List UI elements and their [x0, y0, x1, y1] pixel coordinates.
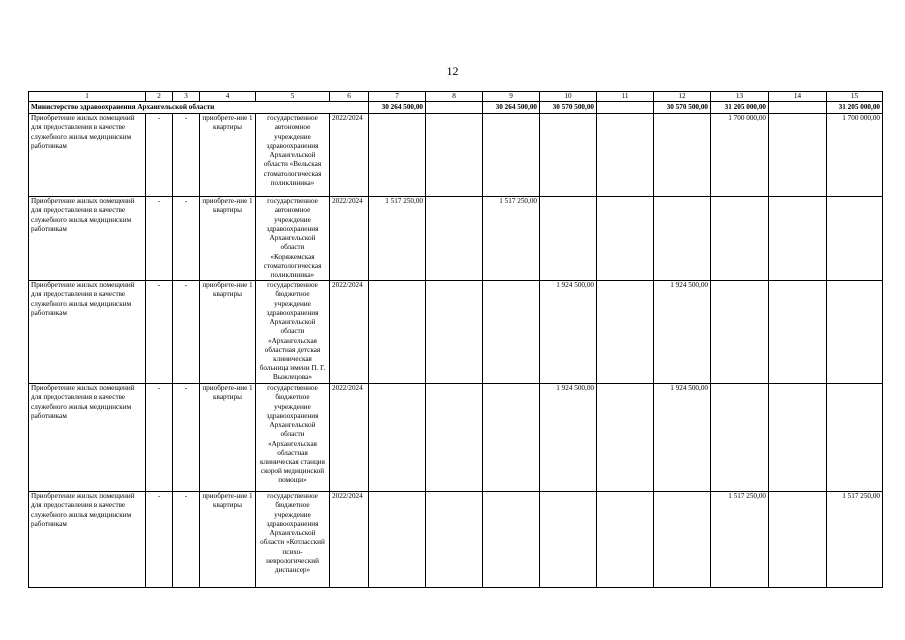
column-number: 1 — [29, 92, 146, 102]
ministry-name: Министерство здравоохранения Архангельской области — [29, 102, 369, 114]
col12-value: 1 924 500,00 — [654, 281, 711, 384]
col9-value — [483, 281, 540, 384]
ministry-col11 — [597, 102, 654, 114]
col10-value — [540, 492, 597, 588]
col11-value — [597, 492, 654, 588]
column-number: 2 — [146, 92, 173, 102]
col9-value — [483, 114, 540, 197]
col13-value — [711, 384, 769, 492]
col3-value: - — [173, 197, 200, 281]
col13-value: 1 700 000,00 — [711, 114, 769, 197]
col3-value: - — [173, 281, 200, 384]
col13-value: 1 517 250,00 — [711, 492, 769, 588]
ministry-total-row — [29, 102, 883, 114]
col8-value — [426, 197, 483, 281]
ministry-col12: 30 570 500,00 — [654, 102, 711, 114]
column-number: 13 — [711, 92, 769, 102]
col15-value — [827, 384, 883, 492]
column-number: 14 — [769, 92, 827, 102]
column-number: 6 — [330, 92, 369, 102]
measure-name: Приобретение жилых помещений для предоставления в качестве служебного жилья медицинским работникам — [29, 384, 146, 492]
measure-name: Приобретение жилых помещений для предоставления в качестве служебного жилья медицинским работникам — [29, 492, 146, 588]
col9-value — [483, 384, 540, 492]
col12-value — [654, 114, 711, 197]
col10-value: 1 924 500,00 — [540, 384, 597, 492]
column-number: 15 — [827, 92, 883, 102]
col3-value: - — [173, 492, 200, 588]
ministry-col14 — [769, 102, 827, 114]
measure-name: Приобретение жилых помещений для предоставления в качестве служебного жилья медицинским работникам — [29, 114, 146, 197]
measure-name: Приобретение жилых помещений для предоставления в качестве служебного жилья медицинским работникам — [29, 197, 146, 281]
period: 2022/2024 — [330, 281, 369, 384]
table-row — [29, 492, 883, 588]
col11-value — [597, 281, 654, 384]
column-number-row — [29, 92, 883, 102]
activity: приобрете-ние 1 квартиры — [200, 281, 256, 384]
organization: государственное бюджетное учреждение здравоохранения Архангельской области «Архангельская областная детская клиническая больница имени П. Г. Выжлецова» — [256, 281, 330, 384]
col7-value — [369, 384, 426, 492]
col7-value: 1 517 250,00 — [369, 197, 426, 281]
column-number: 9 — [483, 92, 540, 102]
col15-value: 1 700 000,00 — [827, 114, 883, 197]
activity: приобрете-ние 1 квартиры — [200, 384, 256, 492]
col7-value — [369, 281, 426, 384]
col13-value — [711, 197, 769, 281]
col15-value — [827, 197, 883, 281]
measure-name: Приобретение жилых помещений для предоставления в качестве служебного жилья медицинским работникам — [29, 281, 146, 384]
period: 2022/2024 — [330, 197, 369, 281]
ministry-col15: 31 205 000,00 — [827, 102, 883, 114]
col13-value — [711, 281, 769, 384]
col12-value — [654, 492, 711, 588]
table-row — [29, 281, 883, 384]
organization: государственное автономное учреждение здравоохранения Архангельской области «Коряжемская стоматологическая поликлиника» — [256, 197, 330, 281]
col12-value: 1 924 500,00 — [654, 384, 711, 492]
col8-value — [426, 281, 483, 384]
organization: государственное бюджетное учреждение здравоохранения Архангельской области «Котласский психо-неврологический диспансер» — [256, 492, 330, 588]
column-number: 11 — [597, 92, 654, 102]
activity: приобрете-ние 1 квартиры — [200, 492, 256, 588]
col14-value — [769, 197, 827, 281]
col15-value — [827, 281, 883, 384]
col15-value: 1 517 250,00 — [827, 492, 883, 588]
col11-value — [597, 114, 654, 197]
activity: приобрете-ние 1 квартиры — [200, 197, 256, 281]
table-row — [29, 197, 883, 281]
column-number: 10 — [540, 92, 597, 102]
col14-value — [769, 114, 827, 197]
period: 2022/2024 — [330, 384, 369, 492]
ministry-col8 — [426, 102, 483, 114]
page-number: 12 — [446, 64, 459, 78]
col9-value — [483, 492, 540, 588]
col3-value: - — [173, 384, 200, 492]
col2-value: - — [146, 114, 173, 197]
col7-value — [369, 492, 426, 588]
col8-value — [426, 492, 483, 588]
col2-value: - — [146, 492, 173, 588]
col14-value — [769, 492, 827, 588]
col10-value — [540, 197, 597, 281]
ministry-col10: 30 570 500,00 — [540, 102, 597, 114]
col11-value — [597, 197, 654, 281]
table-row — [29, 384, 883, 492]
col7-value — [369, 114, 426, 197]
col10-value: 1 924 500,00 — [540, 281, 597, 384]
col8-value — [426, 114, 483, 197]
period: 2022/2024 — [330, 492, 369, 588]
col11-value — [597, 384, 654, 492]
column-number: 7 — [369, 92, 426, 102]
col2-value: - — [146, 384, 173, 492]
column-number: 8 — [426, 92, 483, 102]
column-number: 3 — [173, 92, 200, 102]
col2-value: - — [146, 281, 173, 384]
ministry-col9: 30 264 500,00 — [483, 102, 540, 114]
col9-value: 1 517 250,00 — [483, 197, 540, 281]
col14-value — [769, 384, 827, 492]
column-number: 12 — [654, 92, 711, 102]
col14-value — [769, 281, 827, 384]
period: 2022/2024 — [330, 114, 369, 197]
table-row — [29, 114, 883, 197]
col10-value — [540, 114, 597, 197]
col3-value: - — [173, 114, 200, 197]
column-number: 5 — [256, 92, 330, 102]
activity: приобрете-ние 1 квартиры — [200, 114, 256, 197]
col8-value — [426, 384, 483, 492]
ministry-col7: 30 264 500,00 — [369, 102, 426, 114]
column-number: 4 — [200, 92, 256, 102]
ministry-col13: 31 205 000,00 — [711, 102, 769, 114]
col12-value — [654, 197, 711, 281]
organization: государственное бюджетное учреждение здравоохранения Архангельской области «Архангельская областная клиническая станция скорой медицинской помощи» — [256, 384, 330, 492]
budget-table — [28, 91, 883, 588]
organization: государственное автономное учреждение здравоохранения Архангельской области «Вельская стоматологическая поликлиника» — [256, 114, 330, 197]
col2-value: - — [146, 197, 173, 281]
